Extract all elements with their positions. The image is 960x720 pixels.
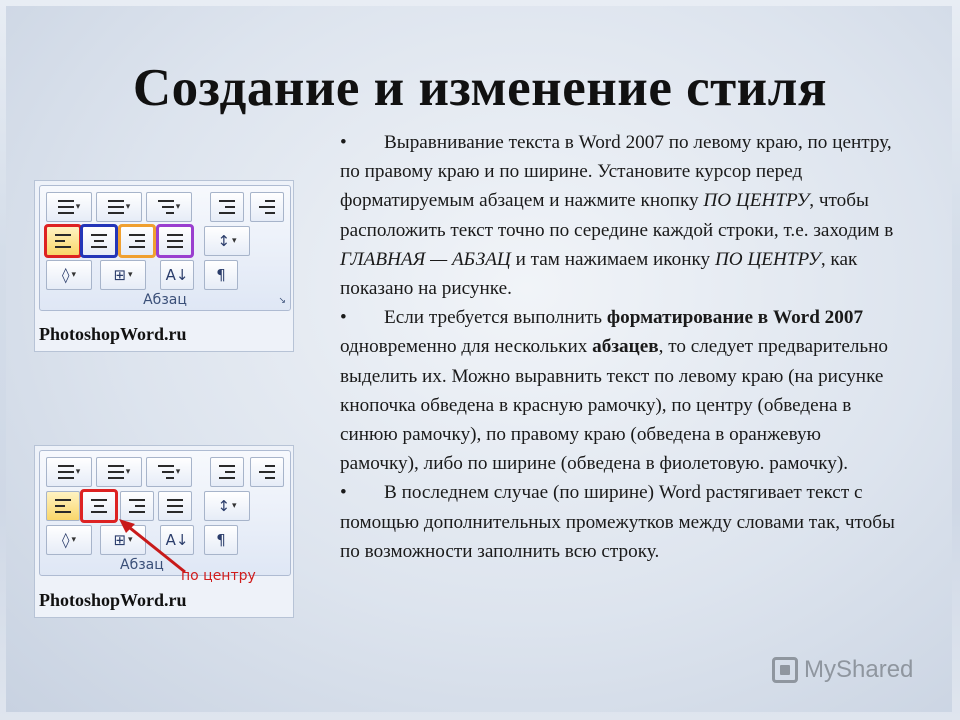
increase-indent-icon: [250, 192, 284, 222]
justify-icon: [158, 226, 192, 256]
paragraph-group: [39, 185, 291, 311]
pilcrow-icon: ¶: [204, 525, 238, 555]
paragraph-1: [340, 128, 900, 303]
ribbon-screenshot-1: [34, 180, 294, 352]
bullets-icon: ▾: [46, 457, 92, 487]
paragraph-group-label: Абзац: [143, 292, 187, 308]
decrease-indent-icon: [210, 192, 244, 222]
bullet: •: [340, 482, 347, 504]
body-text: [340, 128, 900, 566]
numbering-icon: ▾: [96, 457, 142, 487]
line-spacing-icon: ↕ ▾: [204, 491, 250, 521]
paragraph-group-label: Абзац: [120, 557, 164, 573]
sort-icon: A↓: [160, 260, 194, 290]
multilevel-list-icon: ▾: [146, 457, 192, 487]
text-run-italic: ГЛАВНАЯ — АБЗАЦ: [340, 248, 511, 270]
text-run: одновременно для нескольких: [340, 336, 593, 358]
text-run: , как показано на рисунке.: [340, 248, 858, 300]
text-run-italic: ПО ЦЕНТРУ: [703, 190, 810, 212]
slide-title: Создание и изменение стиля: [132, 59, 828, 117]
watermark: PhotoshopWord.ru: [39, 324, 187, 344]
ribbon-screenshot-2: [34, 445, 294, 618]
text-run: В последнем случае (по ширине) Word растягивает текст с помощью дополнительных промежутков между словами так, чтобы по возможности заполнить всю строку.: [340, 482, 895, 562]
text-run-bold: форматирование в Word 2007: [606, 307, 864, 329]
callout-label: по центру: [181, 568, 256, 584]
borders-icon: ⊞ ▾: [100, 260, 146, 290]
bullet: •: [340, 307, 347, 329]
text-run: , то следует предварительно выделить их. Можно выравнить текст по левому краю (на рисунке кнопочка обведена в красную рамочку), по центру (обведена в синюю рамочку), по правому краю (обведена в оранжевую рамочку), либо по ширине (обведена в фиолетовую. рамочку).: [340, 336, 889, 475]
text-run-italic: ПО ЦЕНТРУ: [714, 248, 821, 270]
align-center-icon: [82, 226, 116, 256]
watermark: PhotoshopWord.ru: [39, 590, 187, 610]
shading-icon: ◊ ▾: [46, 260, 92, 290]
pilcrow-icon: ¶: [204, 260, 238, 290]
sort-icon: A↓: [160, 525, 194, 555]
myshared-icon: [772, 657, 798, 683]
paragraph-3: [340, 478, 900, 566]
bullets-icon: ▾: [46, 192, 92, 222]
multilevel-list-icon: ▾: [146, 192, 192, 222]
paragraph-2: [340, 303, 900, 478]
text-run: Выравнивание текста в Word 2007 по левому краю, по центру, по правому краю и по ширине. Установите курсор перед форматируемым абзацем и нажмите кнопку: [340, 132, 892, 212]
text-run: Если требуется выполнить: [384, 307, 607, 329]
align-right-icon: [120, 226, 154, 256]
align-left-icon: [46, 226, 80, 256]
line-spacing-icon: ↕ ▾: [204, 226, 250, 256]
dialog-launcher-icon: ↘: [278, 296, 286, 306]
text-run: и там нажимаем иконку: [510, 248, 715, 270]
text-run-bold: абзацев: [592, 336, 659, 358]
brand-name: MyShared: [804, 656, 914, 683]
numbering-icon: ▾: [96, 192, 142, 222]
myshared-logo: [772, 656, 913, 684]
borders-icon: ⊞ ▾: [100, 525, 146, 555]
text-run: , чтобы расположить текст точно по середине каждой строки, т.е. заходим в: [340, 190, 894, 241]
shading-icon: ◊ ▾: [46, 525, 92, 555]
bullet: •: [340, 132, 347, 153]
